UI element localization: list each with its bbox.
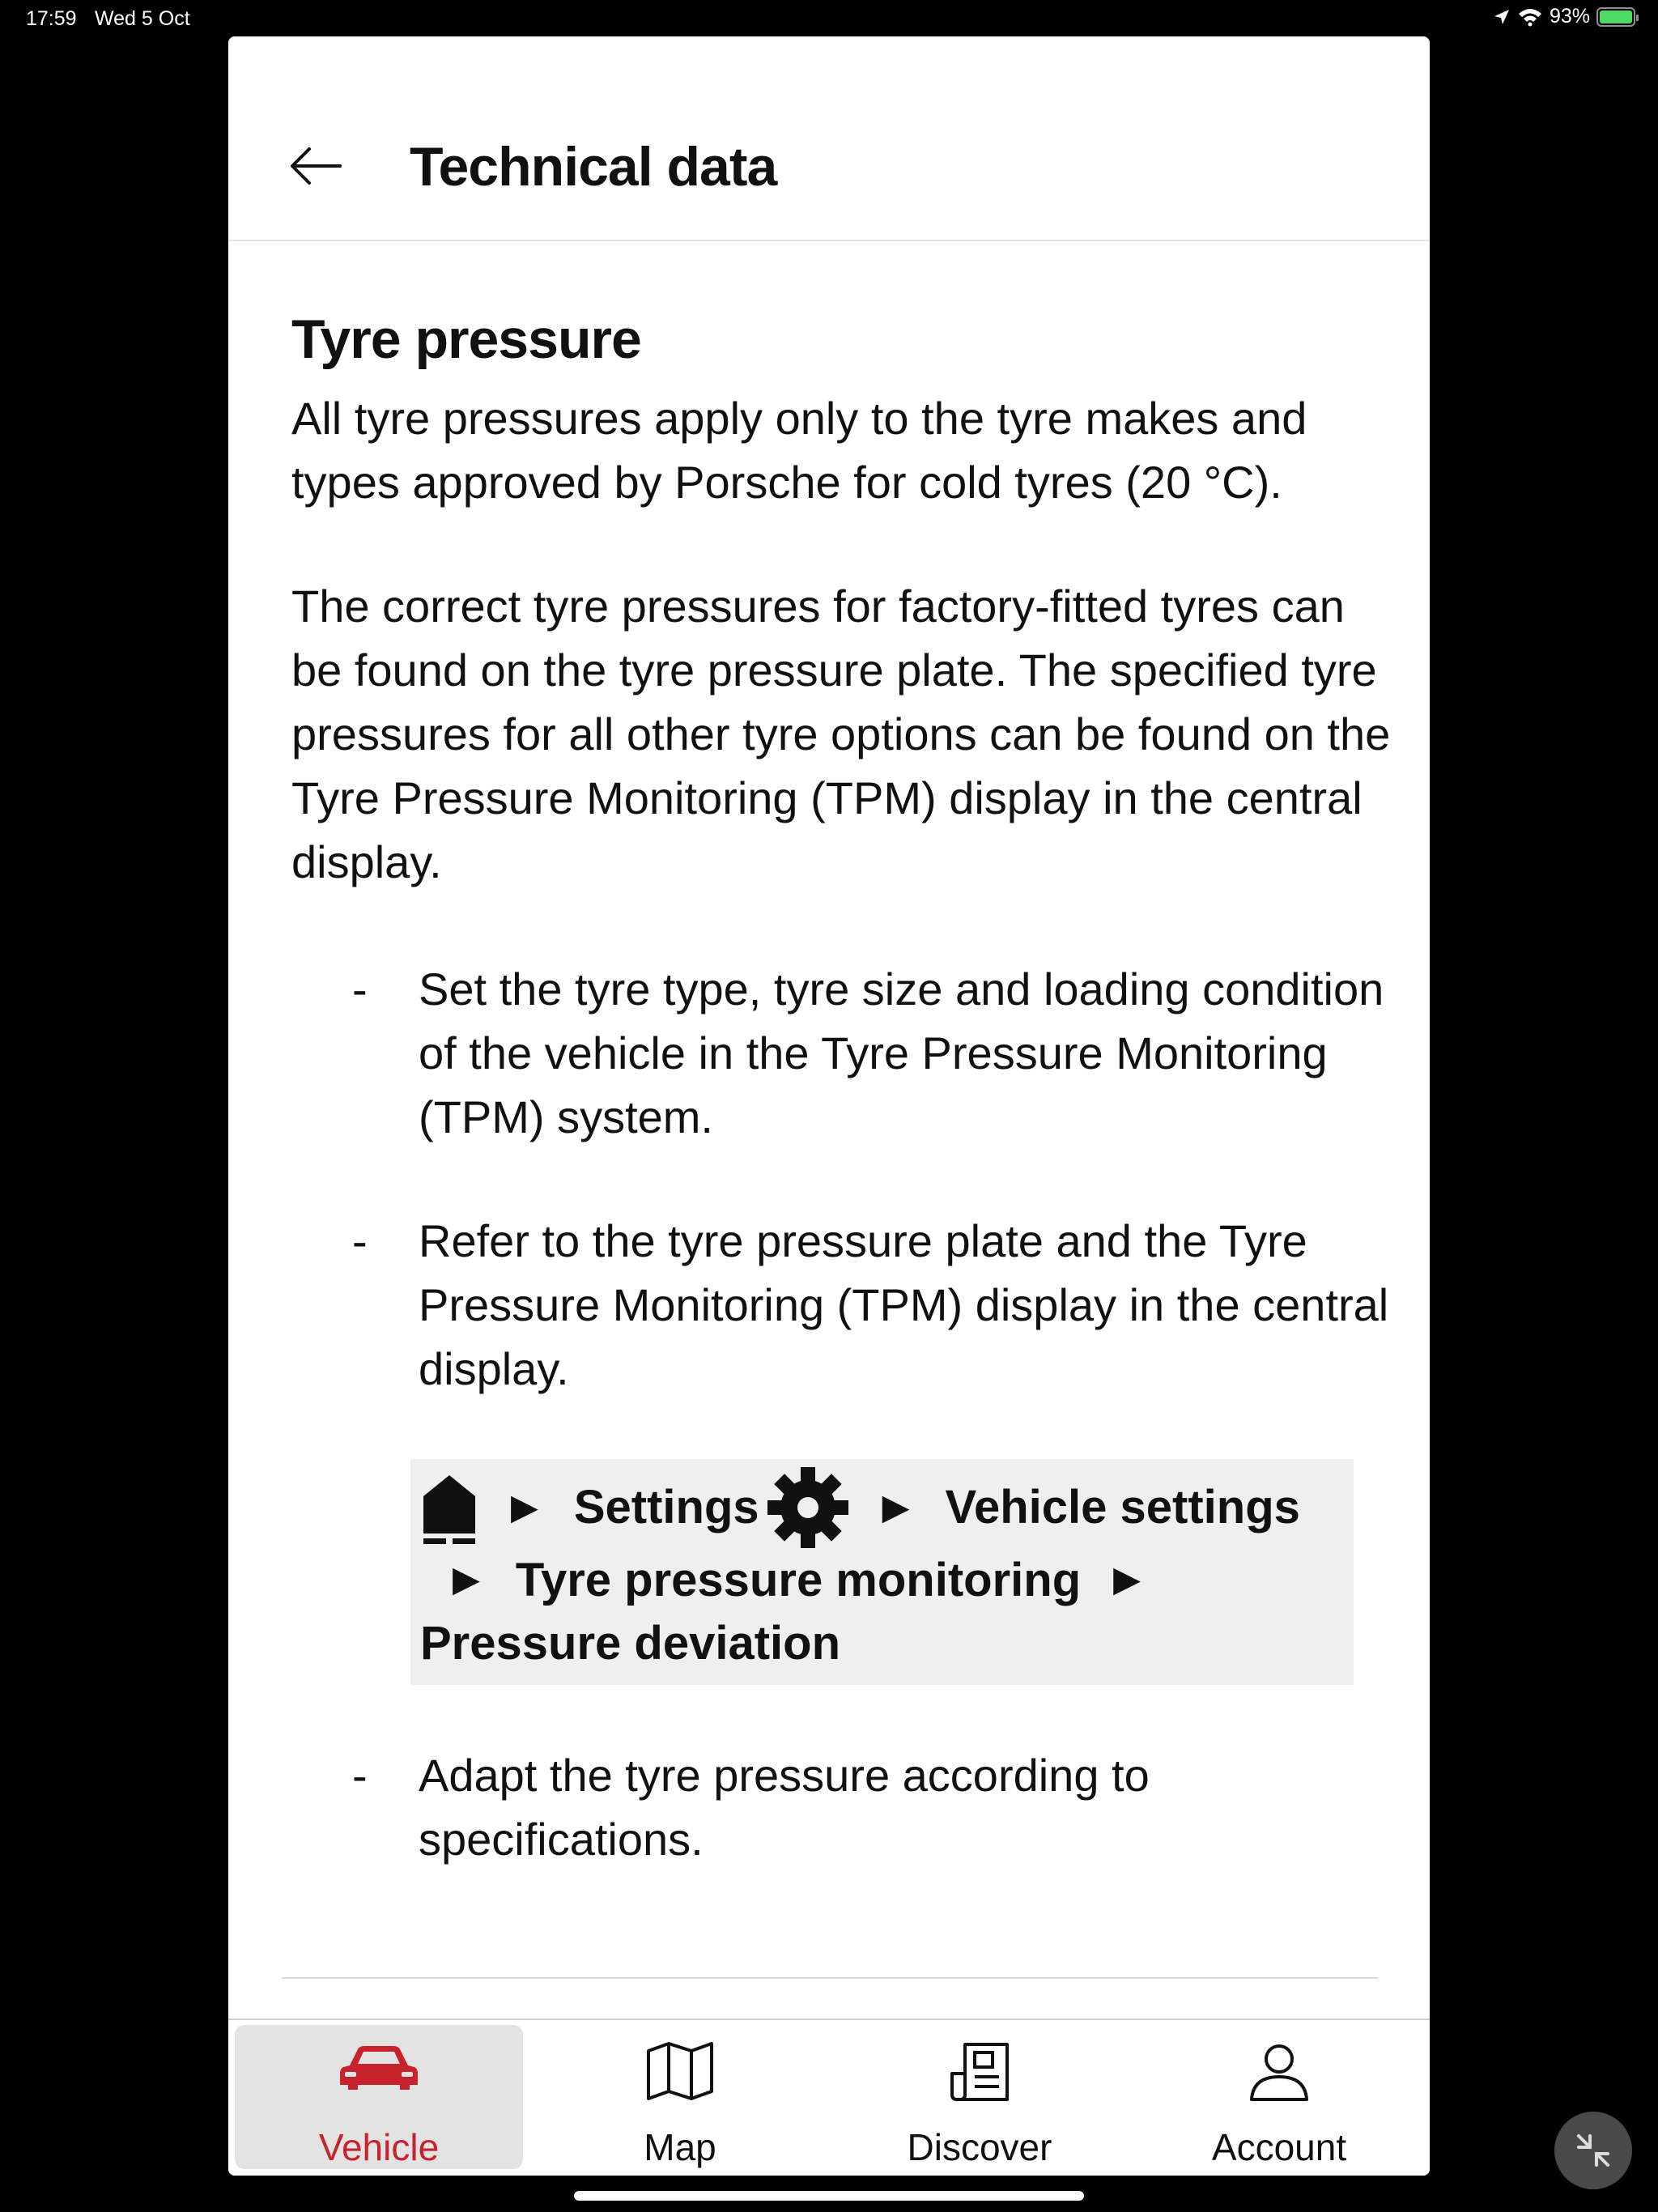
home-indicator[interactable] [574, 2191, 1084, 2201]
paragraph-tyre-pressure-plate: The correct tyre pressures for factory-fitted tyres can be found on the tyre pressure plate. The specified tyre pressures for all other tyre options can be found on the Tyre Pressure Monitoring (TPM) display in the central display. [291, 581, 1391, 887]
list-item [291, 1743, 1392, 1871]
list-item [291, 1209, 1392, 1401]
path-pressure-deviation: Pressure deviation [420, 1617, 840, 1670]
page-header [228, 36, 1430, 241]
wifi-icon [1517, 7, 1543, 27]
status-time: 17:59 [26, 7, 77, 30]
menu-path-box [410, 1459, 1354, 1685]
path-arrow: ▶ [511, 1487, 538, 1527]
location-icon [1493, 8, 1511, 26]
status-date: Wed 5 Oct [95, 7, 190, 30]
tab-label: Account [1211, 2126, 1347, 2168]
bullet-dash: - [352, 1215, 368, 1266]
tab-account[interactable] [1135, 2025, 1423, 2169]
tab-map[interactable] [536, 2025, 824, 2169]
path-vehicle-settings: Vehicle settings [945, 1481, 1300, 1534]
car-icon [338, 2041, 419, 2093]
bullet-text: Set the tyre type, tyre size and loading condition of the vehicle in the Tyre Pressure Monitoring (TPM) system. [419, 963, 1384, 1142]
path-arrow: ▶ [453, 1559, 480, 1599]
battery-charging-icon [1596, 7, 1635, 27]
bullet-text: Refer to the tyre pressure plate and the Tyre Pressure Monitoring (TPM) display in the central display. [419, 1215, 1389, 1394]
tab-label: Vehicle [318, 2126, 440, 2168]
list-item [291, 957, 1392, 1149]
back-arrow-icon[interactable] [287, 138, 345, 194]
technical-data-sheet [228, 36, 1430, 2176]
section-heading: Tyre pressure [291, 308, 641, 370]
battery-percent: 93% [1549, 5, 1590, 28]
tab-discover[interactable] [835, 2025, 1124, 2169]
bullet-dash: - [352, 1750, 368, 1801]
path-settings: Settings [573, 1481, 759, 1534]
newspaper-icon [949, 2041, 1010, 2103]
home-menu-icon [420, 1469, 478, 1546]
path-arrow: ▶ [882, 1487, 910, 1527]
content-divider [282, 1977, 1378, 1979]
status-bar [0, 0, 1658, 37]
status-right [1493, 5, 1635, 28]
bullet-dash: - [352, 963, 368, 1015]
user-icon [1248, 2041, 1310, 2103]
paragraph-cold-tyres: All tyre pressures apply only to the tyre makes and types approved by Porsche for cold tyres (20 °C). [291, 393, 1307, 508]
gear-icon [766, 1465, 850, 1550]
path-tyre-pressure-monitoring: Tyre pressure monitoring [515, 1554, 1082, 1606]
tab-label: Discover [907, 2126, 1052, 2168]
tab-label: Map [644, 2126, 716, 2168]
collapse-button[interactable] [1554, 2112, 1632, 2189]
path-arrow: ▶ [1113, 1559, 1141, 1599]
main-content [291, 308, 1392, 1871]
tab-vehicle[interactable] [235, 2025, 523, 2169]
bottom-tab-bar [228, 2018, 1430, 2176]
bullet-text: Adapt the tyre pressure according to specifications. [419, 1750, 1150, 1865]
collapse-arrows-icon [1554, 2112, 1632, 2189]
map-icon [646, 2041, 714, 2101]
page-title: Technical data [410, 136, 777, 198]
